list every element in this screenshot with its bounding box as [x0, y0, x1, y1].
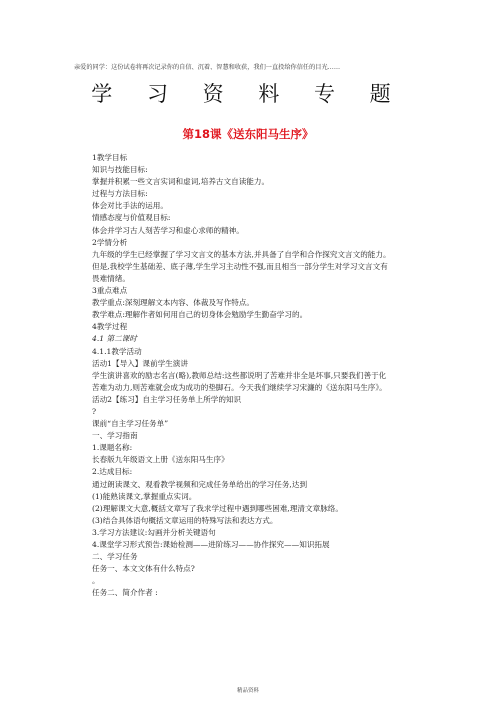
text-line: 苦难为动力,则苦难就会成为成功的垫脚石。今天我们继续学习宋濂的《送东阳马生序》。	[92, 382, 387, 392]
document-body	[92, 152, 432, 599]
text-line: (3)结合具体语句概括文章运用的特殊写法和表达方式。	[92, 515, 278, 525]
text-line: 4.1.1教学活动	[92, 346, 142, 356]
text-line: 体会对比手法的运用。	[92, 201, 168, 211]
text-line: 课前“自主学习任务单”	[92, 419, 169, 429]
text-line: 一、学习指南	[92, 431, 138, 441]
text-line: 但是,我校学生基础差、底子薄,学生学习主动性不强,而且相当一部分学生对学习文言文有	[92, 261, 388, 271]
page-footer: 精品资料	[236, 688, 259, 694]
text-line: 体会并学习古人刻苦学习和虚心求师的精神。	[92, 225, 244, 235]
text-line: 活动1【导入】课前学生演讲	[92, 358, 188, 368]
text-line: 3.学习方法建议:勾画并分析关键语句	[92, 527, 216, 537]
lesson-title: 第18课《送东阳马生序》	[182, 127, 314, 141]
text-line: 活动2【练习】自主学习任务单上所学的知识	[92, 394, 242, 404]
text-line: 教学重点:深刻理解文本内容、体裁及写作特点。	[92, 298, 255, 308]
text-line: 2学情分析	[92, 237, 128, 247]
text-line: 4教学过程	[92, 322, 128, 332]
text-line: 知识与技能目标:	[92, 165, 148, 175]
text-line: 掌握并积累一些文言实词和虚词,培养古文自读能力。	[92, 177, 270, 187]
text-line: (2)理解课文大意,概括文章写了我求学过程中遇到哪些困难,理清文章脉络。	[92, 503, 343, 513]
text-line: 情感态度与价值观目标:	[92, 213, 171, 223]
text-line: 任务一、本文文体有什么特点?	[92, 564, 195, 574]
text-line: 1教学目标	[92, 153, 128, 162]
greeting-note: 亲爱的同学：这份试卷将再次记录你的自信、沉着、智慧和收获，我们一直投给你信任的目光……	[74, 64, 341, 71]
text-line: 。	[92, 576, 100, 586]
text-line: 4.1 第二课时	[92, 334, 137, 344]
text-line: 教学难点:理解作者如何用自己的切身体会勉励学生勤奋学习的。	[92, 310, 308, 320]
text-line: 九年级的学生已经掌握了学习文言文的基本方法,并具备了自学和合作探究文言文的能力。	[92, 249, 391, 259]
text-line: 任务二、简介作者 :	[92, 588, 158, 598]
text-line: (1)能熟读课文,掌握重点实词。	[92, 491, 197, 501]
text-line: 长春版九年级语文上册《送东阳马生序》	[92, 455, 229, 465]
text-line: 过程与方法目标:	[92, 189, 148, 199]
page-title: 学 习 资 料 专 题	[91, 82, 405, 106]
text-line: 3重点难点	[92, 286, 128, 296]
text-line: 4.课堂学习形式预告:课始检测——进阶练习——协作探究——知识拓展	[92, 540, 330, 549]
text-line: 二、学习任务	[92, 552, 138, 562]
text-line: 2.达成目标:	[92, 467, 133, 477]
text-line: 畏难情绪。	[92, 273, 130, 283]
text-line: 通过朗读课文、观看教学视频和完成任务单给出的学习任务,达到	[92, 479, 308, 489]
text-line: 1.课题名称:	[92, 443, 133, 453]
text-line: ?	[92, 406, 97, 416]
text-line: 学生演讲喜欢的励志名言(略),教师总结:这些都说明了苦难并非全是坏事,只要我们善于化	[92, 370, 387, 380]
